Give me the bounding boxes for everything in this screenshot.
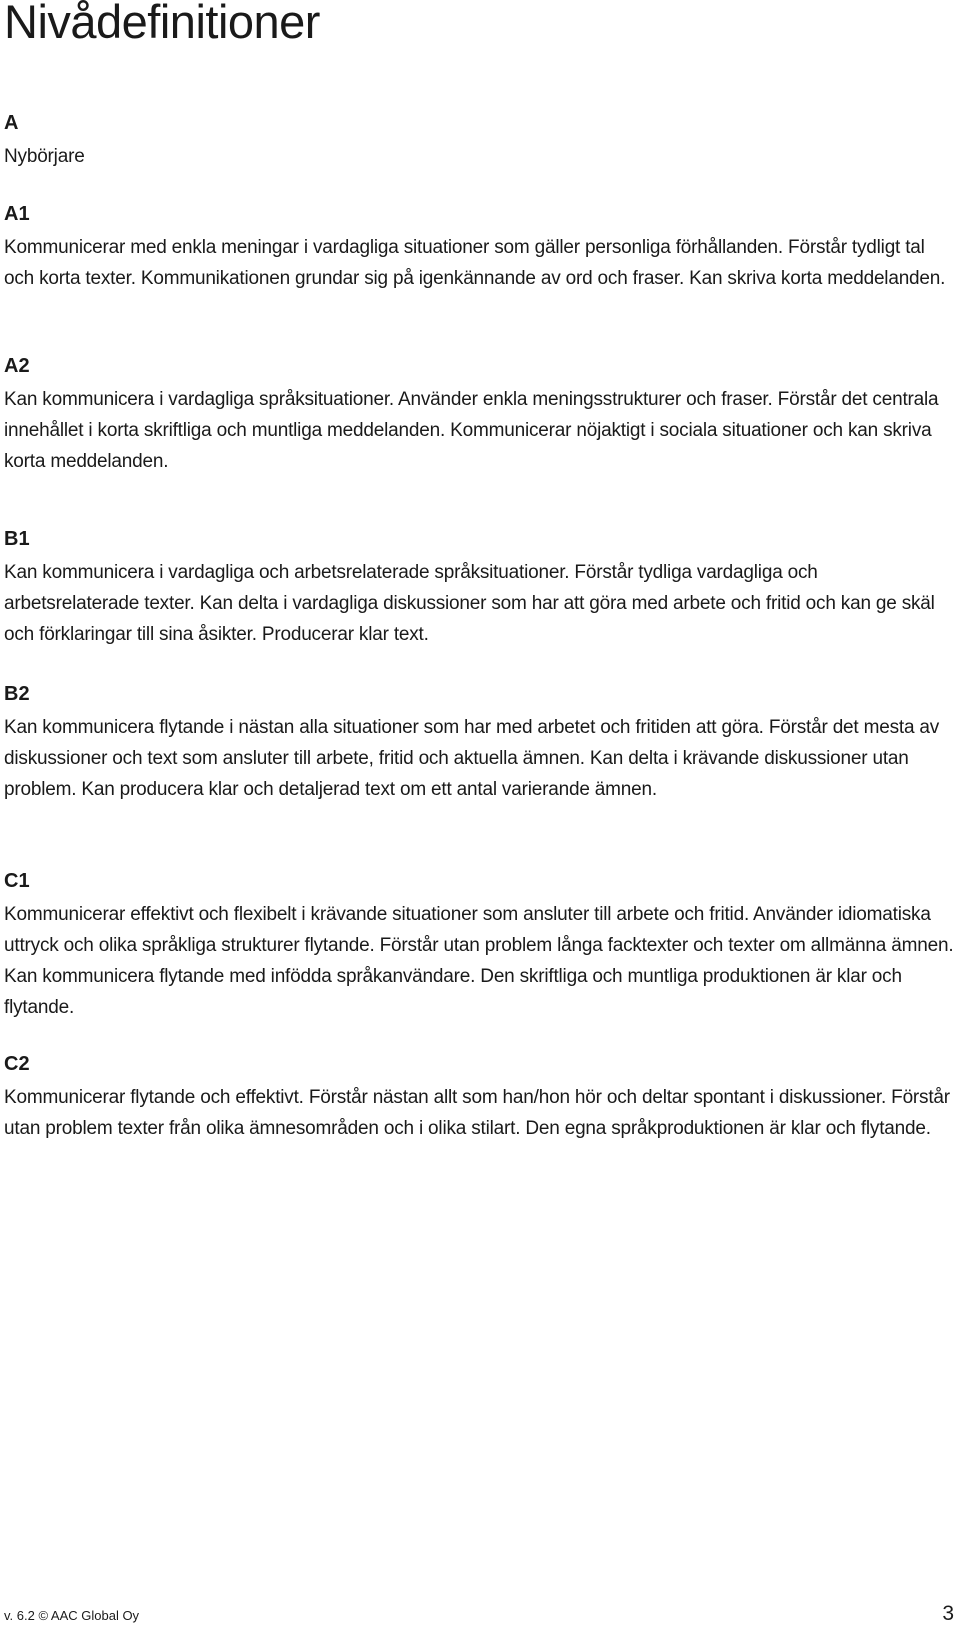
level-description: Kan kommunicera i vardagliga och arbetsrelaterade språksituationer. Förstår tydliga vardagliga och arbetsrelaterade texter. Kan delta i vardagliga diskussioner som har att göra med arbete och fritid och kan ge skäl och förklaringar till sina åsikter. Producerar klar text. — [4, 562, 935, 645]
level-section-b1 — [4, 524, 954, 650]
level-section-c2 — [4, 1049, 954, 1144]
level-heading: C1 — [4, 870, 30, 892]
level-heading: A2 — [4, 355, 30, 377]
level-heading: B2 — [4, 683, 30, 705]
level-heading: B1 — [4, 528, 30, 550]
level-heading: C2 — [4, 1053, 30, 1075]
level-section-c1 — [4, 866, 954, 1023]
level-section-a2 — [4, 351, 954, 477]
level-section-a — [4, 108, 954, 172]
level-section-b2 — [4, 679, 954, 805]
level-description: Kommunicerar med enkla meningar i vardagliga situationer som gäller personliga förhållanden. Förstår tydligt tal och korta texter. Kommunikationen grundar sig på igenkännande av ord och fraser. Kan skriva korta meddelanden. — [4, 237, 946, 289]
level-heading: A — [4, 112, 19, 134]
page-title: Nivådefinitioner — [4, 0, 320, 48]
level-description: Kommunicerar flytande och effektivt. Förstår nästan allt som han/hon hör och deltar spontant i diskussioner. Förstår utan problem texter från olika ämnesområden och i olika stilart. Den egna språkproduktionen är klar och flytande. — [4, 1087, 950, 1139]
footer-version-copyright: v. 6.2 © AAC Global Oy — [4, 1608, 140, 1623]
level-description: Kan kommunicera flytande i nästan alla situationer som har med arbetet och fritiden att göra. Förstår det mesta av diskussioner och text som ansluter till arbete, fritid och aktuella ämnen. Kan delta i krävande diskussioner utan problem. Kan producera klar och detaljerad text om ett antal varierande ämnen. — [4, 717, 940, 800]
level-description: Kommunicerar effektivt och flexibelt i krävande situationer som ansluter till arbete och fritid. Använder idiomatiska uttryck och olika språkliga strukturer flytande. Förstår utan problem långa facktexter och texter om allmänna ämnen. Kan kommunicera flytande med infödda språkanvändare. Den skriftliga och muntliga produktionen är klar och flytande. — [4, 904, 954, 1018]
page-number: 3 — [942, 1602, 954, 1625]
page-footer — [4, 1600, 954, 1624]
level-heading: A1 — [4, 203, 30, 225]
level-description: Nybörjare — [4, 146, 85, 167]
level-description: Kan kommunicera i vardagliga språksituationer. Använder enkla meningsstrukturer och fraser. Förstår det centrala innehållet i korta skriftliga och muntliga meddelanden. Kommunicerar nöjaktigt i sociala situationer och kan skriva korta meddelanden. — [4, 389, 939, 472]
level-section-a1 — [4, 199, 954, 294]
